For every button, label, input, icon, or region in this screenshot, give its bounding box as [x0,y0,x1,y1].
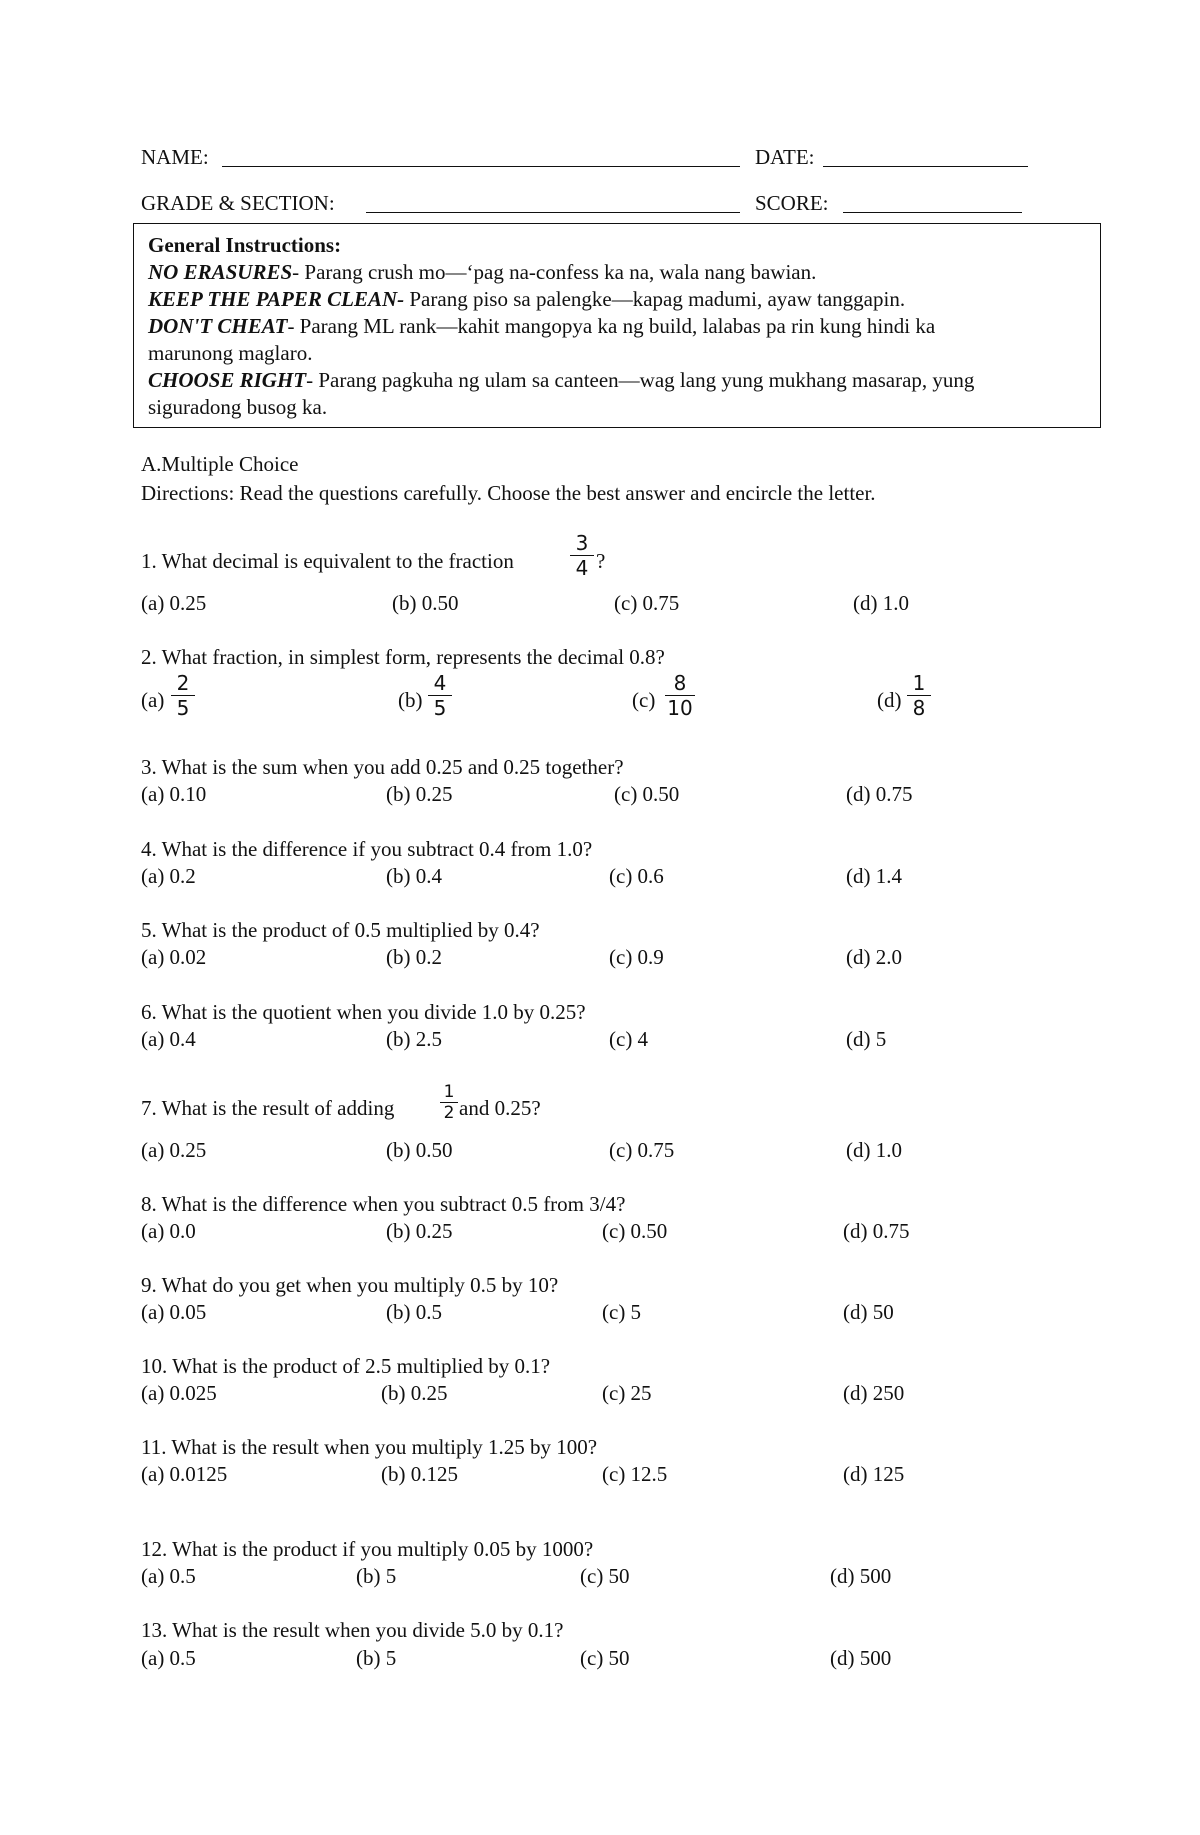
q12-option-a[interactable]: (a) 0.5 [141,1564,196,1588]
q3-option-c[interactable]: (c) 0.50 [614,782,680,806]
q1-option-b[interactable]: (b) 0.50 [392,591,459,615]
q13-option-d[interactable]: (d) 500 [830,1646,892,1670]
q13-option-b[interactable]: (b) 5 [356,1646,397,1670]
q9-option-d[interactable]: (d) 50 [843,1300,894,1324]
q8-option-d[interactable]: (d) 0.75 [843,1219,910,1243]
q13-option-a[interactable]: (a) 0.5 [141,1646,196,1670]
question-12: 12. What is the product if you multiply 0.05 by 1000? [141,1537,594,1561]
q2-option-d-fraction: 1 8 [904,672,934,719]
q2-option-a-fraction: 2 5 [168,672,198,719]
q2-option-a[interactable]: (a) [141,688,165,712]
instruction-keep-clean: KEEP THE PAPER CLEAN- Parang piso sa palengke—kapag madumi, ayaw tanggapin. [148,287,906,311]
q7-option-c[interactable]: (c) 0.75 [609,1138,675,1162]
q5-option-b[interactable]: (b) 0.2 [386,945,442,969]
q7-option-b[interactable]: (b) 0.50 [386,1138,453,1162]
instruction-dont-cheat-cont: marunong maglaro. [148,341,313,365]
q4-option-a[interactable]: (a) 0.2 [141,864,196,888]
date-blank[interactable] [823,166,1028,167]
q5-option-a[interactable]: (a) 0.02 [141,945,207,969]
q10-option-a[interactable]: (a) 0.025 [141,1381,217,1405]
q6-option-c[interactable]: (c) 4 [609,1027,649,1051]
q5-option-d[interactable]: (d) 2.0 [846,945,902,969]
q4-option-d[interactable]: (d) 1.4 [846,864,902,888]
question-5: 5. What is the product of 0.5 multiplied by 0.4? [141,918,540,942]
question-9: 9. What do you get when you multiply 0.5 by 10? [141,1273,559,1297]
q2-option-c[interactable]: (c) [632,688,656,712]
name-label: NAME: [141,145,209,169]
q8-option-a[interactable]: (a) 0.0 [141,1219,196,1243]
q9-option-b[interactable]: (b) 0.5 [386,1300,442,1324]
q6-option-b[interactable]: (b) 2.5 [386,1027,442,1051]
question-7: 7. What is the result of adding [141,1096,395,1120]
q2-option-c-fraction: 8 10 [662,672,698,719]
question-2: 2. What fraction, in simplest form, represents the decimal 0.8? [141,645,665,669]
q12-option-b[interactable]: (b) 5 [356,1564,397,1588]
q3-option-a[interactable]: (a) 0.10 [141,782,207,806]
q11-option-c[interactable]: (c) 12.5 [602,1462,668,1486]
q11-option-d[interactable]: (d) 125 [843,1462,905,1486]
q10-option-c[interactable]: (c) 25 [602,1381,652,1405]
q9-option-c[interactable]: (c) 5 [602,1300,642,1324]
question-13: 13. What is the result when you divide 5.0 by 0.1? [141,1618,564,1642]
section-directions: Directions: Read the questions carefully. Choose the best answer and encircle the letter. [141,481,876,505]
question-8: 8. What is the difference when you subtract 0.5 from 3/4? [141,1192,626,1216]
question-1-fraction: 3 4 [567,532,597,579]
question-10: 10. What is the product of 2.5 multiplied by 0.1? [141,1354,551,1378]
q1-option-c[interactable]: (c) 0.75 [614,591,680,615]
question-7-suffix: and 0.25? [459,1096,541,1120]
date-label: DATE: [755,145,815,169]
q3-option-b[interactable]: (b) 0.25 [386,782,453,806]
q6-option-a[interactable]: (a) 0.4 [141,1027,196,1051]
question-4: 4. What is the difference if you subtract 0.4 from 1.0? [141,837,593,861]
q3-option-d[interactable]: (d) 0.75 [846,782,913,806]
grade-section-blank[interactable] [366,212,740,213]
q8-option-b[interactable]: (b) 0.25 [386,1219,453,1243]
name-blank[interactable] [222,166,740,167]
q4-option-b[interactable]: (b) 0.4 [386,864,442,888]
q10-option-d[interactable]: (d) 250 [843,1381,905,1405]
instruction-choose-right-cont: siguradong busog ka. [148,395,328,419]
q9-option-a[interactable]: (a) 0.05 [141,1300,207,1324]
question-7-fraction: 1 2 [437,1083,461,1122]
section-title: A.Multiple Choice [141,452,299,476]
q8-option-c[interactable]: (c) 0.50 [602,1219,668,1243]
instruction-dont-cheat: DON'T CHEAT- Parang ML rank—kahit mangopya ka ng build, lalabas pa rin kung hindi ka [148,314,936,338]
score-label: SCORE: [755,191,829,215]
q13-option-c[interactable]: (c) 50 [580,1646,630,1670]
q12-option-c[interactable]: (c) 50 [580,1564,630,1588]
q2-option-b-fraction: 4 5 [425,672,455,719]
score-blank[interactable] [843,212,1022,213]
q1-option-a[interactable]: (a) 0.25 [141,591,207,615]
q11-option-b[interactable]: (b) 0.125 [381,1462,458,1486]
q1-option-d[interactable]: (d) 1.0 [853,591,909,615]
q11-option-a[interactable]: (a) 0.0125 [141,1462,228,1486]
grade-section-label: GRADE & SECTION: [141,191,335,215]
q7-option-a[interactable]: (a) 0.25 [141,1138,207,1162]
question-6: 6. What is the quotient when you divide 1.0 by 0.25? [141,1000,586,1024]
question-3: 3. What is the sum when you add 0.25 and 0.25 together? [141,755,624,779]
q2-option-b[interactable]: (b) [398,688,423,712]
q10-option-b[interactable]: (b) 0.25 [381,1381,448,1405]
question-1-suffix: ? [596,549,606,573]
q12-option-d[interactable]: (d) 500 [830,1564,892,1588]
question-11: 11. What is the result when you multiply 1.25 by 100? [141,1435,598,1459]
instructions-title: General Instructions: [148,233,342,257]
instruction-no-erasures: NO ERASURES- Parang crush mo—‘pag na-confess ka na, wala nang bawian. [148,260,817,284]
q2-option-d[interactable]: (d) [877,688,902,712]
instruction-choose-right: CHOOSE RIGHT- Parang pagkuha ng ulam sa canteen—wag lang yung mukhang masarap, yung [148,368,975,392]
q4-option-c[interactable]: (c) 0.6 [609,864,664,888]
question-1: 1. What decimal is equivalent to the fraction [141,549,514,573]
q7-option-d[interactable]: (d) 1.0 [846,1138,902,1162]
q6-option-d[interactable]: (d) 5 [846,1027,887,1051]
q5-option-c[interactable]: (c) 0.9 [609,945,664,969]
